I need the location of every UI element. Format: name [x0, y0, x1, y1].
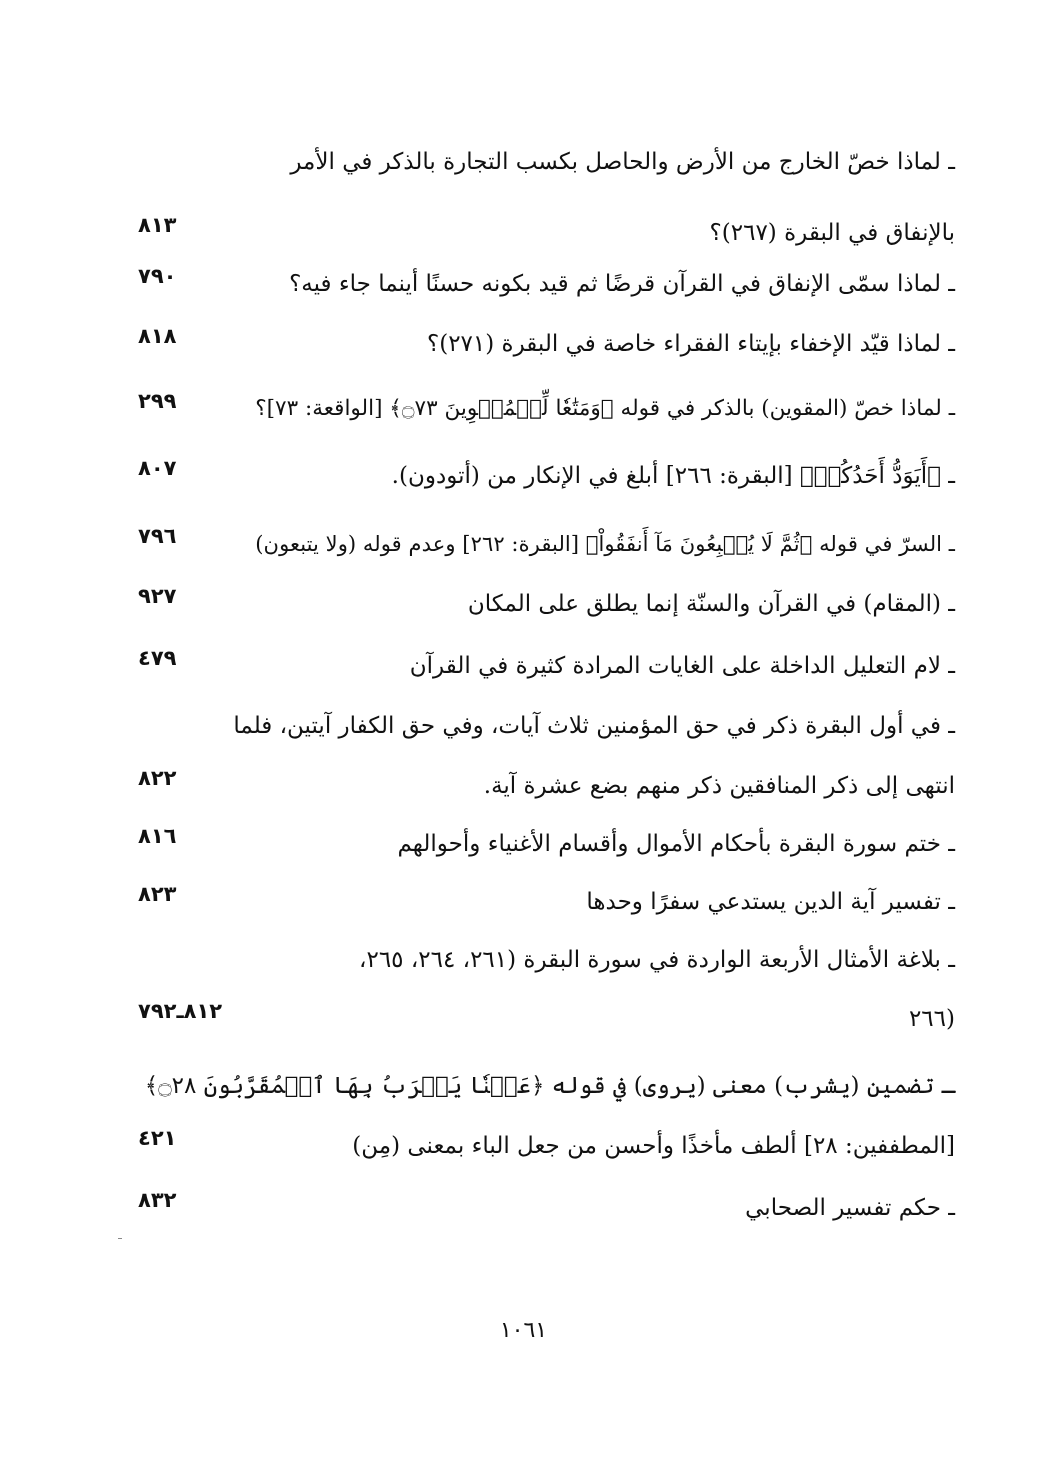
page-number: ١٠٦١ [499, 1318, 548, 1343]
index-line [120, 454, 955, 498]
index-line [120, 387, 955, 431]
entry-text: ـ لماذا قيّد الإخفاء بإيتاء الفقراء خاصة في البقرة (٢٧١)؟ [427, 331, 955, 357]
entry-text: انتهى إلى ذكر المنافقين ذكر منهم بضع عشرة آية. [483, 773, 955, 799]
entry-text: ـ لماذا خصّ (المقوين) بالذكر في قوله ﴿وَمَتَٰعٗا لِّلۡمُقۡوِينَ ۝٧٣﴾ [الواقعة: ٧٣]؟ [255, 396, 955, 421]
margin-mark [118, 1238, 122, 1239]
page-reference: ٤٢١ [138, 1126, 177, 1150]
index-line [120, 582, 955, 626]
page-reference: ٨١٦ [138, 824, 177, 848]
entry-text: ـ لام التعليل الداخلة على الغايات المرادة كثيرة في القرآن [409, 653, 955, 679]
index-line [120, 1064, 955, 1108]
index-line [120, 938, 955, 982]
entry-text: [المطففين: ٢٨] ألطف مأخذًا وأحسن من جعل الباء بمعنى (مِن) [352, 1133, 955, 1159]
entry-text: ـ (المقام) في القرآن والسنّة إنما يطلق على المكان [467, 591, 955, 617]
entry-text: ـ تضمين (يشرب) معنى (يروى) في قوله ﴿عَيۡنٗا يَشۡرَبُ بِهَا ٱلۡمُقَرَّبُونَ ۝٢٨﴾ [144, 1073, 955, 1099]
entry-text: ـ السرّ في قوله ﴿ثُمَّ لَا يُتۡبِعُونَ مَآ أَنفَقُواْ﴾ [البقرة: ٢٦٢] وعدم قوله (ولا يتبعون) [255, 531, 955, 556]
entry-text: ـ ﴿أَيَوَدُّ أَحَدُكُمۡ﴾ [البقرة: ٢٦٦] أبلغ في الإنكار من (أتودون). [391, 463, 955, 489]
page-reference: ٨٠٧ [138, 456, 177, 480]
entry-text: ـ تفسير آية الدين يستدعي سفرًا وحدها [586, 889, 955, 915]
page-reference: ٨٢٢ [138, 766, 177, 790]
index-line [120, 211, 955, 255]
index-line [120, 822, 955, 866]
index-line [120, 262, 955, 306]
page-reference: ٨١٣ [138, 213, 177, 237]
index-line [120, 1124, 955, 1168]
index-line [120, 140, 955, 184]
index-line [120, 644, 955, 688]
index-line [120, 1186, 955, 1230]
page-reference: ٨١٢ـ٧٩٢ [138, 999, 223, 1023]
index-line [120, 322, 955, 366]
page-reference: ٧٩٦ [138, 524, 177, 548]
entry-text: ـ ختم سورة البقرة بأحكام الأموال وأقسام الأغنياء وأحوالهم [397, 831, 955, 857]
index-line [120, 764, 955, 808]
page-reference: ٧٩٠ [138, 264, 177, 288]
entry-text: ـ حكم تفسير الصحابي [745, 1195, 955, 1221]
entry-text: ـ في أول البقرة ذكر في حق المؤمنين ثلاث آيات، وفي حق الكفار آيتين، فلما [233, 713, 955, 739]
index-line [120, 522, 955, 566]
page-reference: ٨٢٣ [138, 882, 177, 906]
index-line [120, 997, 955, 1041]
page-reference: ٩٢٧ [138, 584, 177, 608]
index-line [120, 704, 955, 748]
page-reference: ٨١٨ [138, 324, 177, 348]
entry-text: ـ لماذا سمّى الإنفاق في القرآن قرضًا ثم قيد بكونه حسنًا أينما جاء فيه؟ [289, 271, 955, 297]
page-reference: ٨٣٢ [138, 1188, 177, 1212]
entry-text: بالإنفاق في البقرة (٢٦٧)؟ [709, 220, 955, 246]
page-reference: ٤٧٩ [138, 646, 177, 670]
entry-text: ـ بلاغة الأمثال الأربعة الواردة في سورة البقرة (٢٦١، ٢٦٤، ٢٦٥، [359, 947, 955, 973]
index-line [120, 880, 955, 924]
entry-text: ـ لماذا خصّ الخارج من الأرض والحاصل بكسب التجارة بالذكر في الأمر [290, 149, 955, 175]
entry-text: (٢٦٦ [908, 1006, 955, 1032]
page-reference: ٢٩٩ [138, 389, 177, 413]
